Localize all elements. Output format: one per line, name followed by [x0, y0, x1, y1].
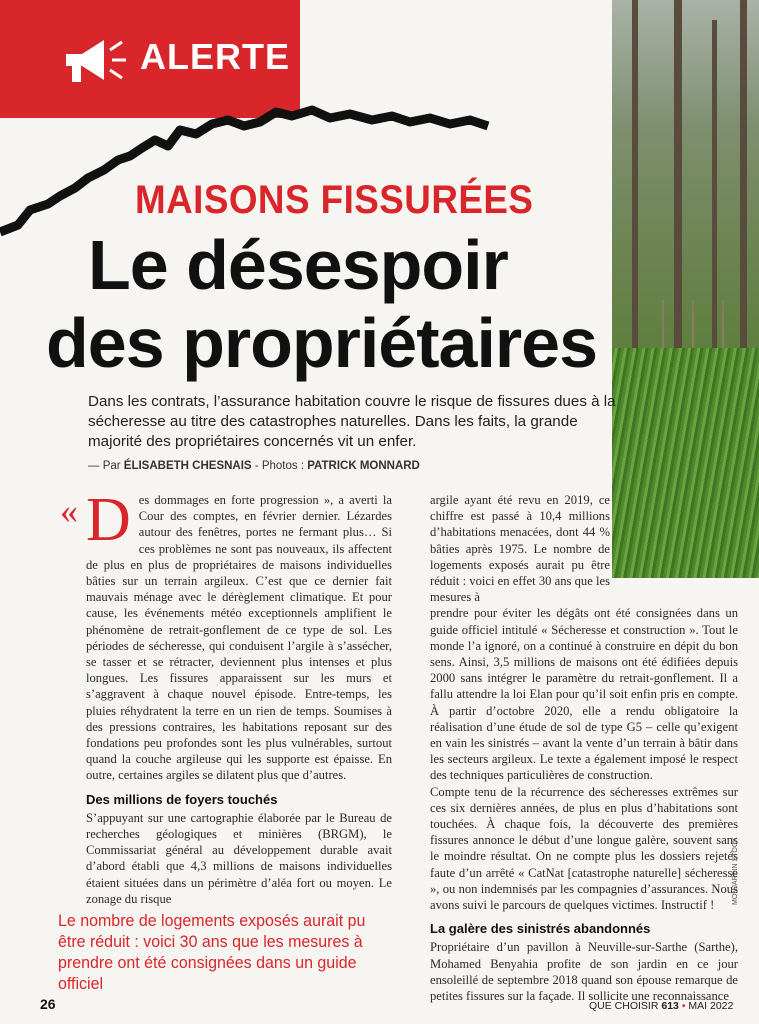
subheading: La galère des sinistrés abandonnés: [430, 921, 651, 937]
byline: [88, 460, 420, 472]
pull-quote: Le nombre de logements exposés aurait pu être réduit : voici 30 ans que les mesures à prendre ont été consignées dans un guide officiel: [58, 911, 366, 993]
body-paragraph: S’appuyant sur une cartographie élaborée par le Bureau de recherches géologiques et minières (BRGM), le Commissariat général au développement durable avait d’abord établi que 4,3 millions de maisons individuelles étaient situées dans un périmètre d’aléa fort ou moyen. Le zonage du risque: [86, 810, 392, 906]
opening-quote-mark: «: [60, 491, 78, 531]
photos-prefix: - Photos :: [254, 460, 305, 472]
drop-cap: D: [86, 486, 131, 554]
body-paragraph: es dommages en forte progression », a averti la Cour des comptes, en février dernier. Lézardes autour des fenêtres, portes ne fermant plus… Si ces problèmes ne sont pas nouveaux, ils affectent de plus en plus de propriétaires de maisons individuelles bâties sur un terrain argileux. C’est que ce dernier fait mauvais ménage avec le dérèglement climatique. Et pour cause, les événements météo exceptionnels amplifient le phénomène de retrait-gonflement de ce type de sol. Les périodes de sécheresse, qui conduisent l’argile à s’assécher, se tasser et se rétracter, deviennent plus intenses et plus longues. Les fissures apparaissent sur les murs et s’aggravent à chaque nouvel épisode. Entre-temps, les pluies réhydratent la terre en un rien de temps. Soumises à des pressions contraires, les habitations reposant sur des fondations peu profondes sont les plus vulnérables, surtout quand la couche argileuse qui les supporte est épaisse. En outre, certaines argiles se dilatent plus que d’autres.: [86, 493, 392, 783]
author-name: ÉLISABETH CHESNAIS: [123, 460, 252, 472]
magazine-footer: [589, 1000, 733, 1012]
alert-label: ALERTE: [140, 36, 290, 77]
issue-date: MAI 2022: [688, 1000, 734, 1012]
photographer-name: PATRICK MONNARD: [307, 460, 420, 472]
issue-number: 613: [661, 1000, 679, 1012]
headline-line-1: Le désespoir: [88, 226, 508, 304]
article-column-2: [430, 492, 738, 1004]
page-number: 26: [40, 996, 56, 1012]
subheading: Des millions de foyers touchés: [86, 791, 278, 807]
headline-line-2: des propriétaires: [46, 304, 597, 382]
megaphone-icon: [60, 30, 130, 90]
magazine-name: QUE CHOISIR: [589, 1000, 659, 1012]
body-paragraph: Compte tenu de la récurrence des sécheresses extrêmes sur ces six dernières années, de plus en plus d’habitations sont touchées. À chaque fois, la découverte des premières fissures annonce le début d’une longue galère, souvent sans le moindre résultat. On ne compte plus les dossiers rejetés faute d’un arrêté « CatNat [catastrophe naturelle] sécheresse », ou non indemnisés par les compagnies d’assurances. Nous avons suivi le parcours de quelques victimes. Instructif !: [430, 784, 738, 913]
photo-credit: MONJARDIN STOCK: [732, 837, 739, 905]
body-paragraph: Propriétaire d’un pavillon à Neuville-sur-Sarthe (Sarthe), Mohamed Benyahia profite de son jardin en ce jour ensoleillé de septembre 2018 quand son épouse remarque de petites fissures sur la façade. Il sollicite une reconnaissance: [430, 940, 738, 1004]
article-column-1: [86, 486, 392, 907]
kicker: MAISONS FISSURÉES: [135, 178, 534, 222]
footer-separator: •: [681, 1000, 686, 1012]
body-paragraph: prendre pour éviter les dégâts ont été consignées dans un guide officiel intitulé « Sécheresse et construction ». Tout le monde l’a ignoré, on a continué à construire en dépit du bon sens. Ainsi, 3,5 millions de maisons ont été édifiées depuis 2000 sans intégrer le paramètre du retrait-gonflement. Il a fallu attendre la loi Elan pour qu’il soit enfin pris en compte. À partir d’octobre 2020, elle a rendu obligatoire la réalisation d’une étude de sol de type G5 – celle qu’exigent en vain les sinistrés – avant la vente d’un terrain à bâtir dans les secteurs argileux. Le texte a également imposé le respect des techniques particulières de construction.: [430, 606, 738, 783]
body-paragraph: argile ayant été revu en 2019, ce chiffre est passé à 10,4 millions d’habitations menacées, dont 44 % bâties après 1975. Le nombre de logements exposés aurait pu être réduit : voici en effet 30 ans que les mesures à: [430, 493, 610, 605]
byline-prefix: — Par: [88, 460, 121, 472]
standfirst: Dans les contrats, l’assurance habitation couvre le risque de fissures dues à la sécheresse au titre des catastrophes naturelles. Dans les faits, la grande majorité des propriétaires concernés vit un enfer.: [88, 393, 616, 450]
